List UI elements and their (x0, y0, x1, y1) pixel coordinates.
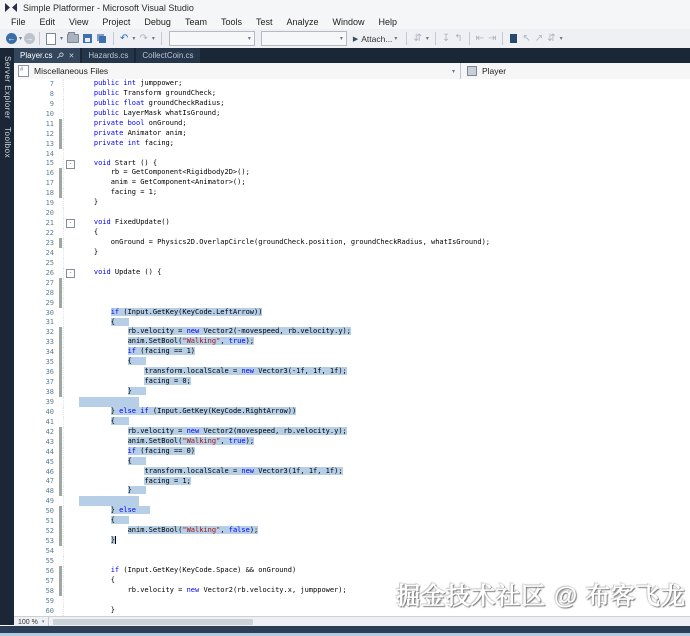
line-number: 31 (45, 318, 54, 327)
redo-icon[interactable]: ↷ (139, 33, 148, 44)
attach-play-icon: ▶ (352, 35, 359, 43)
type-label: Player (482, 66, 507, 76)
outlining-margin (63, 427, 77, 437)
outlining-margin (63, 228, 77, 238)
code-text: private int facing; (93, 138, 174, 147)
code-text: facing = 1; (144, 476, 191, 485)
code-lines (14, 79, 690, 616)
line-number: 27 (45, 278, 54, 287)
outlining-margin (63, 208, 77, 218)
tab-label: CollectCoin.cs (142, 51, 194, 60)
code-line[interactable] (14, 427, 690, 437)
outlining-margin (63, 457, 77, 467)
code-editor[interactable] (14, 79, 690, 616)
line-number: 24 (45, 248, 54, 257)
code-line[interactable] (14, 516, 690, 526)
line-number: 56 (45, 566, 54, 575)
outlining-margin (63, 576, 77, 586)
outlining-margin (63, 248, 77, 258)
previous-bookmark-icon[interactable]: ↖ (522, 33, 531, 44)
outlining-margin (63, 109, 77, 119)
open-file-icon[interactable] (67, 34, 79, 43)
line-number: 28 (45, 288, 54, 297)
outlining-margin (63, 556, 77, 566)
line-number: 43 (45, 437, 54, 446)
tab-collectcoin-cs[interactable] (136, 48, 199, 63)
code-line[interactable] (14, 308, 690, 318)
outlining-margin (63, 596, 77, 606)
line-number: 33 (45, 338, 54, 347)
outlining-margin[interactable] (63, 268, 77, 278)
menu-view[interactable]: View (69, 17, 89, 27)
outlining-margin (63, 447, 77, 457)
class-icon (467, 66, 477, 76)
code-line[interactable] (14, 556, 690, 566)
code-text: { (77, 417, 690, 427)
line-number: 14 (45, 149, 54, 158)
code-text: anim = GetComponent<Animator>(); (77, 178, 246, 187)
line-number: 39 (45, 397, 54, 406)
code-text: if (facing == 1) (127, 347, 196, 356)
code-line[interactable] (14, 248, 690, 258)
code-text: facing = 1; (77, 188, 158, 197)
scrollbar-thumb[interactable] (53, 619, 253, 625)
code-text: { (77, 228, 99, 237)
line-number: 38 (45, 388, 54, 397)
code-text: private Animator anim; (93, 128, 187, 137)
attach-caret-icon[interactable]: ▾ (394, 36, 398, 42)
line-number: 13 (45, 139, 54, 148)
csharp-file-icon (18, 65, 29, 77)
code-line[interactable] (14, 407, 690, 417)
menu-tools[interactable]: Tools (220, 17, 242, 27)
code-line[interactable] (14, 387, 690, 397)
indent-increase-icon[interactable]: ⇥ (488, 33, 497, 44)
code-line[interactable] (14, 417, 690, 427)
line-number: 59 (45, 596, 54, 605)
outlining-margin (63, 188, 77, 198)
outlining-margin (63, 298, 77, 308)
undo-icon[interactable]: ↶ (120, 33, 129, 44)
line-number: 45 (45, 457, 54, 466)
line-number: 52 (45, 527, 54, 536)
outlining-margin (63, 516, 77, 526)
code-line[interactable] (14, 377, 690, 387)
code-line[interactable] (14, 566, 690, 576)
code-text: } (77, 605, 115, 614)
line-number: 40 (45, 407, 54, 416)
code-line[interactable] (14, 109, 690, 119)
code-text: transform.localScale = new Vector3(-1f, 1f, 1f); (144, 367, 347, 376)
outlining-margin (63, 258, 77, 268)
tab-label: Hazards.cs (88, 51, 129, 60)
line-number: 21 (45, 219, 54, 228)
outlining-margin (63, 467, 77, 477)
line-number: 16 (45, 169, 54, 178)
tab-hazards-cs[interactable] (82, 48, 134, 63)
menu-bar (0, 15, 690, 29)
code-line[interactable] (14, 437, 690, 447)
code-line[interactable] (14, 198, 690, 208)
code-text: if (Input.GetKey(KeyCode.Space) && onGround) (110, 565, 297, 574)
outlining-margin (63, 566, 77, 576)
solution-configurations-dropdown[interactable]: ▾ (169, 31, 255, 46)
line-number: 49 (45, 497, 54, 506)
line-number: 36 (45, 368, 54, 377)
line-number: 19 (45, 199, 54, 208)
menu-help[interactable]: Help (378, 17, 398, 27)
code-text: } (77, 198, 99, 207)
outlining-margin (63, 586, 77, 596)
menu-project[interactable]: Project (102, 17, 131, 27)
attach-label: Attach... (361, 33, 393, 44)
code-text: { (77, 575, 115, 584)
indent-decrease-icon[interactable]: ⇤ (475, 33, 485, 44)
code-line[interactable] (14, 188, 690, 198)
new-file-icon[interactable] (46, 33, 56, 45)
line-number: 48 (45, 487, 54, 496)
line-number: 29 (45, 298, 54, 307)
visual-studio-logo-icon (5, 3, 17, 12)
line-number: 60 (45, 606, 54, 615)
outlining-margin (63, 477, 77, 487)
code-line[interactable] (14, 347, 690, 357)
code-text: rb.velocity = new Vector2(rb.velocity.x, jumppower); (77, 585, 347, 594)
toolbar-separator (502, 32, 503, 45)
toolbar-separator (435, 32, 436, 45)
outlining-margin (63, 437, 77, 447)
code-text (77, 496, 690, 506)
outlining-margin (63, 198, 77, 208)
line-number: 35 (45, 358, 54, 367)
outlining-margin (63, 89, 77, 99)
toolbar-separator (406, 32, 407, 45)
solution-platforms-dropdown[interactable]: ▾ (261, 31, 347, 46)
code-text: rb.velocity = new Vector2(movespeed, rb.velocity.y); (127, 426, 347, 435)
line-number: 42 (45, 427, 54, 436)
outlining-margin (63, 238, 77, 248)
line-number: 37 (45, 378, 54, 387)
code-text: void Update () { (93, 267, 162, 276)
outlining-margin (63, 288, 77, 298)
code-text: { (77, 457, 690, 467)
code-text: anim.SetBool("Walking", true); (127, 337, 255, 346)
line-number: 9 (49, 99, 54, 108)
title-bar (0, 0, 690, 15)
code-text: if (facing == 0) (127, 446, 196, 455)
zoom-caret-icon: ▾ (41, 619, 45, 625)
code-line[interactable] (14, 477, 690, 487)
toolbar-separator (469, 32, 470, 45)
line-number: 41 (45, 417, 54, 426)
pin-icon[interactable] (57, 52, 64, 59)
code-text: facing = 0; (144, 377, 191, 386)
code-line[interactable] (14, 238, 690, 248)
code-line[interactable] (14, 139, 690, 149)
outlining-margin (63, 327, 77, 337)
save-icon[interactable] (83, 34, 92, 43)
menu-window[interactable]: Window (332, 17, 365, 27)
line-number: 26 (45, 268, 54, 277)
outlining-margin[interactable] (63, 159, 77, 169)
code-text: void FixedUpdate() (93, 218, 170, 227)
line-number: 8 (49, 89, 54, 98)
outlining-margin (63, 546, 77, 556)
code-text: public int jumppower; (93, 79, 183, 87)
outlining-margin (63, 129, 77, 139)
menu-test[interactable]: Test (255, 17, 273, 27)
line-number: 17 (45, 179, 54, 188)
menu-edit[interactable]: Edit (39, 17, 56, 27)
code-line[interactable] (14, 208, 690, 218)
line-number: 44 (45, 447, 54, 456)
line-number: 30 (45, 308, 54, 317)
new-file-caret-icon[interactable]: ▾ (60, 36, 64, 42)
code-line[interactable] (14, 268, 690, 278)
outlining-margin (63, 79, 77, 89)
code-line[interactable] (14, 99, 690, 109)
code-text: anim.SetBool("Walking", true); (127, 436, 255, 445)
line-number: 57 (45, 576, 54, 585)
outlining-margin (63, 347, 77, 357)
undo-caret-icon[interactable]: ▾ (132, 36, 136, 42)
code-line[interactable] (14, 447, 690, 457)
window-title: Simple Platformer - Microsoft Visual Studio (23, 2, 194, 13)
code-line[interactable] (14, 367, 690, 377)
code-line[interactable] (14, 327, 690, 337)
code-line[interactable] (14, 129, 690, 139)
outlining-margin (63, 119, 77, 129)
collapse-region-icon[interactable]: - (66, 160, 75, 169)
menu-team[interactable]: Team (184, 17, 207, 27)
code-line[interactable] (14, 79, 690, 89)
outlining-margin (63, 526, 77, 536)
code-text: rb = GetComponent<Rigidbody2D>(); (77, 168, 250, 177)
code-line[interactable] (14, 178, 690, 188)
line-number: 20 (45, 209, 54, 218)
attach-button[interactable] (353, 34, 400, 44)
outlining-margin (63, 387, 77, 397)
code-text: } (77, 387, 690, 397)
editor-navigation-bar (14, 63, 690, 80)
next-bookmark-icon[interactable]: ↗ (534, 33, 544, 44)
line-number: 23 (45, 238, 54, 247)
menu-file[interactable]: File (11, 17, 26, 27)
code-line[interactable] (14, 149, 690, 159)
outlining-margin (63, 506, 77, 516)
line-number: 22 (45, 229, 54, 238)
outlining-margin (63, 357, 77, 367)
code-line[interactable] (14, 288, 690, 298)
code-line[interactable] (14, 546, 690, 556)
code-line[interactable] (14, 496, 690, 506)
collapse-region-icon[interactable]: - (66, 269, 75, 278)
chevron-down-icon[interactable]: ▾ (451, 68, 455, 75)
line-number: 51 (45, 517, 54, 526)
line-number: 34 (45, 348, 54, 357)
code-text: public Transform groundCheck; (93, 88, 217, 97)
step-over-icon[interactable]: ↰ (454, 33, 463, 44)
save-all-icon[interactable] (97, 34, 106, 43)
toolbar-separator (113, 32, 114, 45)
clear-bookmarks-icon[interactable]: ⇵ (547, 33, 556, 44)
toolbar-separator (39, 32, 40, 45)
menu-analyze[interactable]: Analyze (286, 17, 319, 27)
code-text: { (77, 357, 690, 367)
redo-caret-icon[interactable]: ▾ (151, 36, 155, 42)
code-text: } (77, 247, 99, 256)
tab-label: Player.cs (20, 51, 53, 60)
line-number: 15 (45, 159, 54, 168)
line-number: 32 (45, 328, 54, 337)
document-tab-strip (14, 48, 690, 63)
line-number: 25 (45, 258, 54, 267)
line-number: 7 (49, 79, 54, 88)
code-line[interactable] (14, 357, 690, 367)
code-text: { (77, 318, 690, 328)
outlining-margin (63, 139, 77, 149)
outlining-margin (63, 278, 77, 288)
code-text: onGround = Physics2D.OverlapCircle(groundCheck.position, groundCheckRadius, whatIsGround); (77, 238, 491, 246)
outlining-margin (63, 377, 77, 387)
server-explorer-tab[interactable]: Server Explorer (3, 56, 12, 120)
code-line[interactable] (14, 218, 690, 228)
navigate-back-caret-icon[interactable]: ▾ (19, 36, 23, 42)
outlining-margin (63, 397, 77, 407)
line-number: 58 (45, 586, 54, 595)
code-line[interactable] (14, 168, 690, 178)
code-text: } else if (Input.GetKey(KeyCode.RightArrow)) (110, 406, 297, 415)
line-number: 54 (45, 547, 54, 556)
line-number: 12 (45, 129, 54, 138)
outlining-margin (63, 367, 77, 377)
code-text: void Start () { (93, 158, 158, 167)
type-dropdown[interactable] (461, 63, 690, 79)
toolbar-overflow-icon[interactable]: ▾ (559, 36, 563, 42)
threads-caret-icon[interactable]: ▾ (425, 36, 429, 42)
status-bar (0, 626, 690, 633)
navigate-forward-icon[interactable]: → (25, 34, 34, 43)
menu-debug[interactable]: Debug (144, 17, 171, 27)
outlining-margin (63, 149, 77, 159)
toolbar-separator (161, 32, 162, 45)
code-text: anim.SetBool("Walking", false); (127, 526, 259, 535)
outlining-margin (63, 99, 77, 109)
scope-label: Miscellaneous Files (34, 66, 109, 76)
outlining-margin (63, 178, 77, 188)
code-text: public float groundCheckRadius; (93, 98, 225, 107)
code-line[interactable] (14, 278, 690, 288)
toolbox-tab[interactable]: Toolbox (3, 127, 12, 159)
show-threads-in-source-icon[interactable]: ⇵ (413, 33, 422, 44)
code-line[interactable] (14, 228, 690, 238)
line-number: 46 (45, 467, 54, 476)
close-icon[interactable]: ✕ (68, 52, 75, 60)
outlining-margin (63, 318, 77, 328)
line-number: 10 (45, 109, 54, 118)
code-line[interactable] (14, 467, 690, 477)
code-line[interactable] (14, 159, 690, 169)
code-line[interactable] (14, 486, 690, 496)
outlining-margin (63, 417, 77, 427)
text-cursor (115, 536, 116, 544)
code-line[interactable] (14, 457, 690, 467)
code-line[interactable] (14, 536, 690, 546)
code-line[interactable] (14, 298, 690, 308)
code-line[interactable] (14, 397, 690, 407)
code-text: } (77, 486, 690, 496)
outlining-margin (63, 606, 77, 616)
outlining-margin (63, 407, 77, 417)
code-line[interactable] (14, 506, 690, 516)
code-line[interactable] (14, 119, 690, 129)
code-text: transform.localScale = new Vector3(1f, 1f, 1f); (144, 466, 343, 475)
outlining-margin (63, 486, 77, 496)
line-number: 11 (45, 119, 54, 128)
code-line[interactable] (14, 526, 690, 536)
outlining-margin (63, 168, 77, 178)
tab-player-cs[interactable] (14, 48, 80, 63)
line-number: 53 (45, 537, 54, 546)
left-tool-strip (0, 48, 14, 625)
watermark-text: 掘金技术社区 @ 布客飞龙 (396, 583, 686, 610)
outlining-margin (63, 536, 77, 546)
code-text: rb.velocity = new Vector2(-movespeed, rb.velocity.y); (127, 327, 351, 336)
project-scope-dropdown[interactable] (14, 63, 461, 79)
line-number: 18 (45, 189, 54, 198)
navigate-back-icon[interactable]: ← (7, 34, 16, 43)
code-text: } else (77, 506, 690, 516)
outlining-margin (63, 337, 77, 347)
line-number: 55 (45, 556, 54, 565)
code-text (77, 397, 690, 407)
outlining-margin (63, 308, 77, 318)
zoom-value: 100 % (18, 618, 38, 626)
code-line[interactable] (14, 89, 690, 99)
outlining-margin[interactable] (63, 218, 77, 228)
code-line[interactable] (14, 258, 690, 268)
outlining-margin (63, 496, 77, 506)
collapse-region-icon[interactable]: - (66, 219, 75, 228)
code-text: public LayerMask whatIsGround; (93, 108, 221, 117)
code-line[interactable] (14, 318, 690, 328)
toggle-bookmark-icon[interactable] (510, 34, 517, 43)
code-text: { (77, 516, 690, 526)
code-text: private bool onGround; (93, 118, 187, 127)
code-line[interactable] (14, 337, 690, 347)
code-text: } (110, 536, 115, 545)
standard-toolbar (0, 29, 690, 49)
step-into-icon[interactable]: ↧ (441, 33, 451, 44)
line-number: 50 (45, 507, 54, 516)
code-text: if (Input.GetKey(KeyCode.LeftArrow)) (110, 307, 263, 316)
line-number: 47 (45, 477, 54, 486)
